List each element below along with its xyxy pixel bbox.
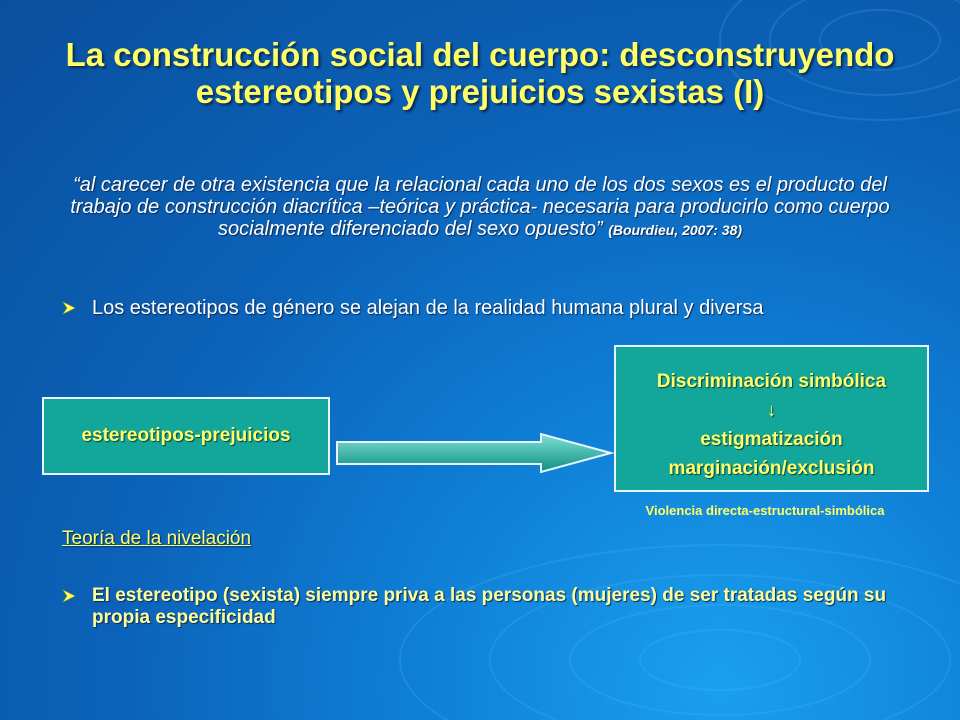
violence-caption: Violencia directa-estructural-simbólica <box>645 503 885 518</box>
discrimination-label: Discriminación simbólica <box>656 371 887 392</box>
leveling-theory-heading: Teoría de la nivelación <box>62 528 252 549</box>
right-arrow-icon <box>335 432 615 474</box>
down-arrow-icon: ↓ <box>766 400 777 421</box>
bullet-text: El estereotipo (sexista) siempre priva a las personas (mujeres) de ser tratadas según su propia especificidad <box>92 585 887 628</box>
arrowhead-bullet-icon <box>62 589 76 603</box>
stigmatization-label: estigmatización <box>700 429 843 450</box>
arrowhead-bullet-icon <box>62 301 76 315</box>
exclusion-label: marginación/exclusión <box>668 458 875 479</box>
stereotypes-box-label: estereotipos-prejuicios <box>81 425 291 446</box>
slide-title: La construcción social del cuerpo: desconstruyendo estereotipos y prejuicios sexistas (I) <box>65 36 895 110</box>
bourdieu-quote <box>60 174 900 241</box>
bullet-stereotypes <box>62 297 922 320</box>
bullet-text: Los estereotipos de género se alejan de la realidad humana plural y diversa <box>92 297 764 319</box>
stereotypes-box <box>42 397 330 475</box>
quote-citation: (Bourdieu, 2007: 38) <box>608 222 743 238</box>
quote-text: “al carecer de otra existencia que la relacional cada uno de los dos sexos es el producto del trabajo de construcción diacrítica –teórica y práctica- necesaria para producirlo como cuerpo socialmente diferenciado del sexo opuesto” <box>70 174 890 240</box>
bullet-specificity <box>62 585 892 629</box>
discrimination-box <box>614 345 929 492</box>
